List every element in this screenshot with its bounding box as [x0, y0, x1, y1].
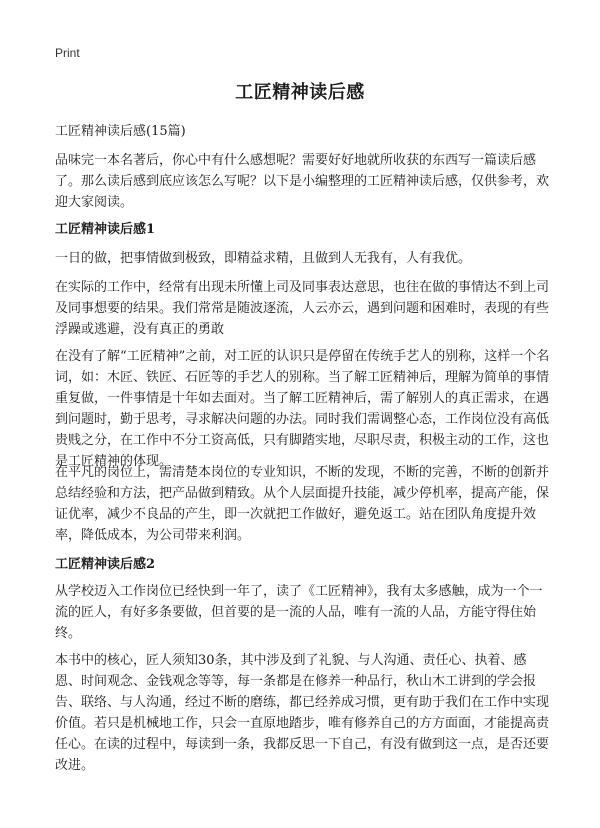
section-paragraph: 在没有了解“工匠精神”之前，对工匠的认识只是停留在传统手艺人的别称，这样一个名词，如：木匠、铁匠、石匠等的手艺人的别称。当了解工匠精神后，理解为简单的事情重复做，一件事情是十年如去面对。当了解工匠精神后，需了解别人的真正需求，在遇到问题时，勤于思考，寻求解决问题的办法。同时我们需调整心态，工作岗位没有高低贵贱之分，在工作中不分工资高低，只有脚踏实地，尽职尽责，积极主动的工作，这也是工匠精神的体现。: [55, 349, 550, 469]
section-paragraph: 从学校迈入工作岗位已经快到一年了，读了《工匠精神》，我有太多感触，成为一个一流的匠人，有好多条要做，但首要的是一流的人品，唯有一流的人品，方能守得住始终。: [55, 584, 543, 641]
document-subtitle: 工匠精神读后感(15篇): [55, 124, 186, 139]
print-link[interactable]: Print: [55, 46, 80, 60]
section-paragraph: 在平凡的岗位上，需清楚本岗位的专业知识，不断的发现，不断的完善，不断的创新并总结经验和方法，把产品做到精致。从个人层面提升技能，减少停机率，提高产能，保证优率，减少不良品的产生，即一次就把工作做好，避免返工。站在团队角度提升效率，降低成本，为公司带来利润。: [55, 465, 550, 543]
page-title: 工匠精神读后感: [235, 82, 365, 103]
section-heading: 工匠精神读后感1: [55, 222, 156, 237]
section-paragraph: 一日的做，把事情做到极致，即精益求精，且做到人无我有，人有我优。: [55, 251, 472, 266]
intro-paragraph: 品味完一本名著后，你心中有什么感想呢？需要好好地就所收获的东西写一篇读后感了。那么读后感到底应该怎么写呢？以下是小编整理的工匠精神读后感，仅供参考，欢迎大家阅读。: [55, 153, 550, 210]
section-heading: 工匠精神读后感2: [55, 557, 156, 572]
section-paragraph: 本书中的核心，匠人须知30条，其中涉及到了礼貌、与人沟通、责任心、执着、感恩、时间观念、金钱观念等等，每一条都是在修养一种品行，秋山木工讲到的学会报告、联络、与人沟通，经过不断的磨练，都已经养成习惯，更有助于我们在工作中实现价值。若只是机械地工作，只会一直原地踏步，唯有修养自己的方方面面，才能提高责任心。在读的过程中，每读到一条，我都反思一下自己，有没有做到这一点，是否还要改进。: [55, 653, 550, 773]
section-paragraph: 在实际的工作中，经常有出现未所懂上司及同事表达意思，也往在做的事情达不到上司及同事想要的结果。我们常常是随波逐流，人云亦云，遇到问题和困难时，表现的有些浮躁或逃避，没有真正的勇敢: [55, 280, 550, 337]
